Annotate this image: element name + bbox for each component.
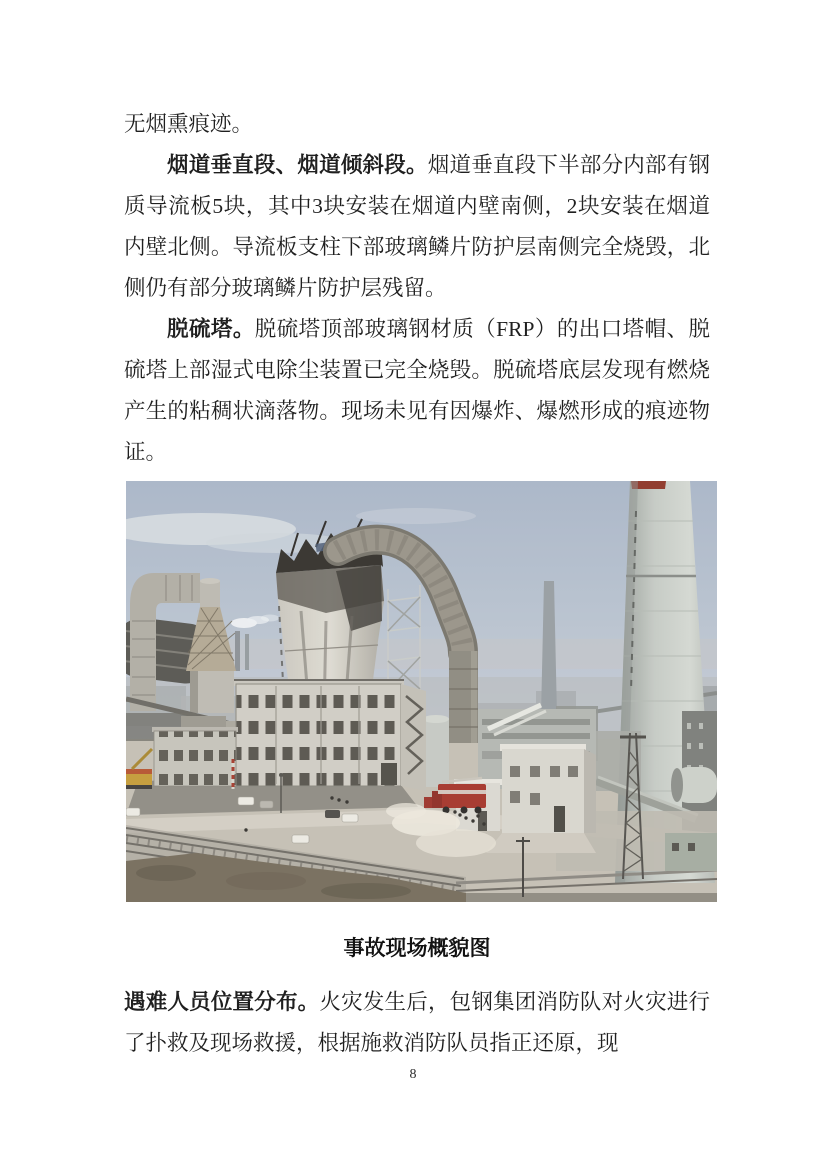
page-number: 8 [409,1067,417,1082]
body-text-block [124,104,710,473]
paragraph-text: 无烟熏痕迹。 [124,112,254,136]
paragraph-desulfurization-tower [124,309,710,473]
paragraph-victim-locations [124,982,710,1064]
paragraph-no-smoke-trace [124,104,710,145]
paragraph-lead: 烟道垂直段、烟道倾斜段。 [167,153,428,177]
haze-overlay [126,481,717,902]
paragraph-flue-duct-sections [124,145,710,309]
paragraph-text: 脱硫塔顶部玻璃钢材质（FRP）的出口塔帽、脱硫塔上部湿式电除尘装置已完全烧毁。脱硫塔底层发现有燃烧产生的粘稠状滴落物。现场未见有因爆炸、爆燃形成的痕迹物证。 [124,317,710,464]
paragraph-lead: 遇难人员位置分布。 [124,990,320,1014]
accident-scene-photo [126,481,717,902]
accident-scene-illustration [126,481,717,902]
figure-caption: 事故现场概貌图 [343,937,491,960]
paragraph-text: 火灾发生后，包钢集团消防队对火灾进行了扑救及现场救援，根据施救消防队员指正还原，现 [124,990,710,1055]
paragraph-text: 烟道垂直段下半部分内部有钢质导流板5块，其中3块安装在烟道内壁南侧，2块安装在烟道内壁北侧。导流板支柱下部玻璃鳞片防护层南侧完全烧毁，北侧仍有部分玻璃鳞片防护层残留。 [124,153,710,300]
paragraph-lead: 脱硫塔。 [167,317,255,341]
